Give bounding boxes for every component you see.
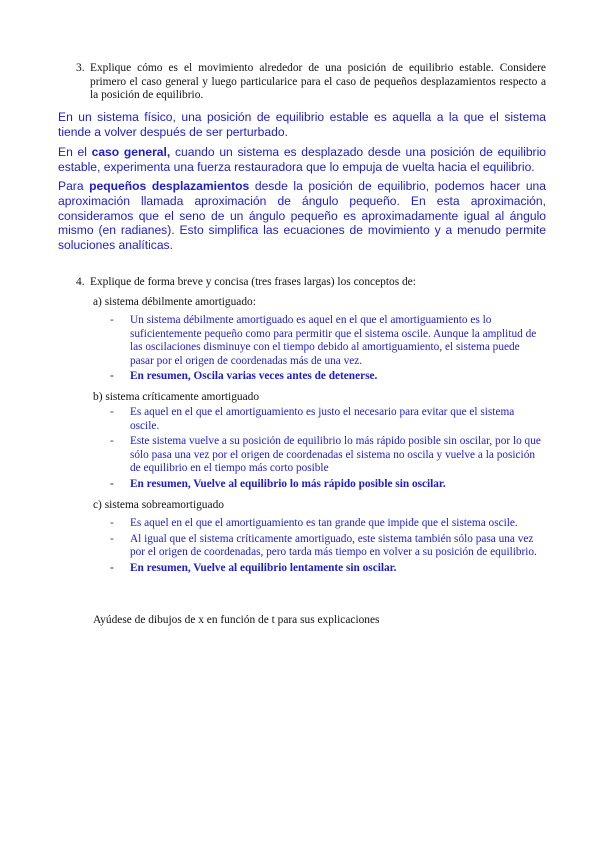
section-a-label: a) sistema débilmente amortiguado: [93,296,256,308]
bullet-dash: - [110,435,114,448]
question-3-number: 3. [76,62,85,74]
list-item [110,562,546,576]
answer-3-paragraph-3 [58,179,546,253]
bullet-text: En resumen, Oscila varias veces antes de detenerse. [130,370,378,383]
answer-3-p2-post: cuando un sistema es desplazado desde una posición de equilibrio estable, experimenta una fuerza restauradora que lo empuja de vuelta hacia el equilibrio. [58,145,546,174]
list-item [110,517,546,531]
bullet-dash: - [110,370,114,383]
bullet-dash: - [110,532,114,545]
bullet-text: En resumen, Vuelve al equilibrio lentamente sin oscilar. [130,561,397,574]
list-item [110,314,546,368]
list-item [110,435,546,476]
question-4-number: 4. [76,276,85,288]
answer-3-p1-text: En un sistema físico, una posición de equilibrio estable es aquella a la que el sistema tiende a volver después de ser perturbado. [58,110,546,139]
answer-3-p3-post: desde la posición de equilibrio, podemos hacer una aproximación llamada aproximación de ángulo pequeño. En esta aproximación, consideramos que el seno de un ángulo pequeño es aproximadamente igual al ángulo mismo (en radianes). Esto simplifica las ecuaciones de movimiento y a menudo permite soluciones analíticas. [58,179,547,253]
section-b-list [110,406,546,494]
question-3-text: Explique cómo es el movimiento alrededor de una posición de equilibrio estable. Considere primero el caso general y luego particularice para el caso de pequeños desplazamientos respecto a la posición de equilibrio. [90,62,546,102]
answer-3-p2-pre: En el [58,145,92,159]
answer-3-paragraph-2 [58,145,546,175]
bullet-text: Es aquel en el que el amortiguamiento es justo el necesario para evitar que el sistema oscile. [130,406,515,432]
section-a-list [110,314,546,386]
bullet-dash: - [110,477,114,490]
question-4 [76,276,546,290]
bullet-dash: - [110,406,114,418]
bullet-text: Este sistema vuelve a su posición de equilibrio lo más rápido posible sin oscilar, por lo que sólo pasa una vez por el origen de coordenadas el sistema no oscila y vuelve a la posición de equilibrio en el tiempo más corto posible [130,435,541,475]
question-4-text: Explique de forma breve y concisa (tres frases largas) los conceptos de: [90,276,416,288]
list-item [110,478,546,492]
answer-3-p3-pre: Para [58,179,90,193]
bullet-text: En resumen, Vuelve al equilibrio lo más rápido posible sin oscilar. [130,477,446,490]
answer-3-paragraph-1 [58,110,546,140]
bullet-dash: - [110,314,114,326]
section-b-label: b) sistema críticamente amortiguado [93,391,260,403]
bullet-dash: - [110,561,114,574]
answer-3-p3-bold: pequeños desplazamientos [89,179,250,193]
bullet-dash: - [110,517,114,529]
bullet-text: Es aquel en el que el amortiguamiento es tan grande que impide que el sistema oscile. [130,517,518,529]
list-item [110,406,546,433]
list-item [110,533,546,560]
section-c-list [110,517,546,577]
list-item [110,370,546,384]
question-3 [76,62,546,103]
bullet-text: Un sistema débilmente amortiguado es aquel en el que el amortiguamiento es lo suficientemente pequeño como para permitir que el sistema oscile. Aunque la amplitud de las oscilaciones disminuye con el tiempo debido al amortiguamiento, el sistema puede pasar por el origen de coordenadas más de una vez. [130,314,537,367]
section-c-label: c) sistema sobreamortiguado [93,499,224,511]
answer-3-p2-bold: caso general, [91,145,171,159]
drawing-note: Ayúdese de dibujos de x en función de t para sus explicaciones [93,614,380,626]
bullet-text: Al igual que el sistema críticamente amortiguado, este sistema también sólo pasa una vez por el origen de coordenadas, pero tarda más tiempo en volver a su posición de equilibrio. [130,532,537,559]
